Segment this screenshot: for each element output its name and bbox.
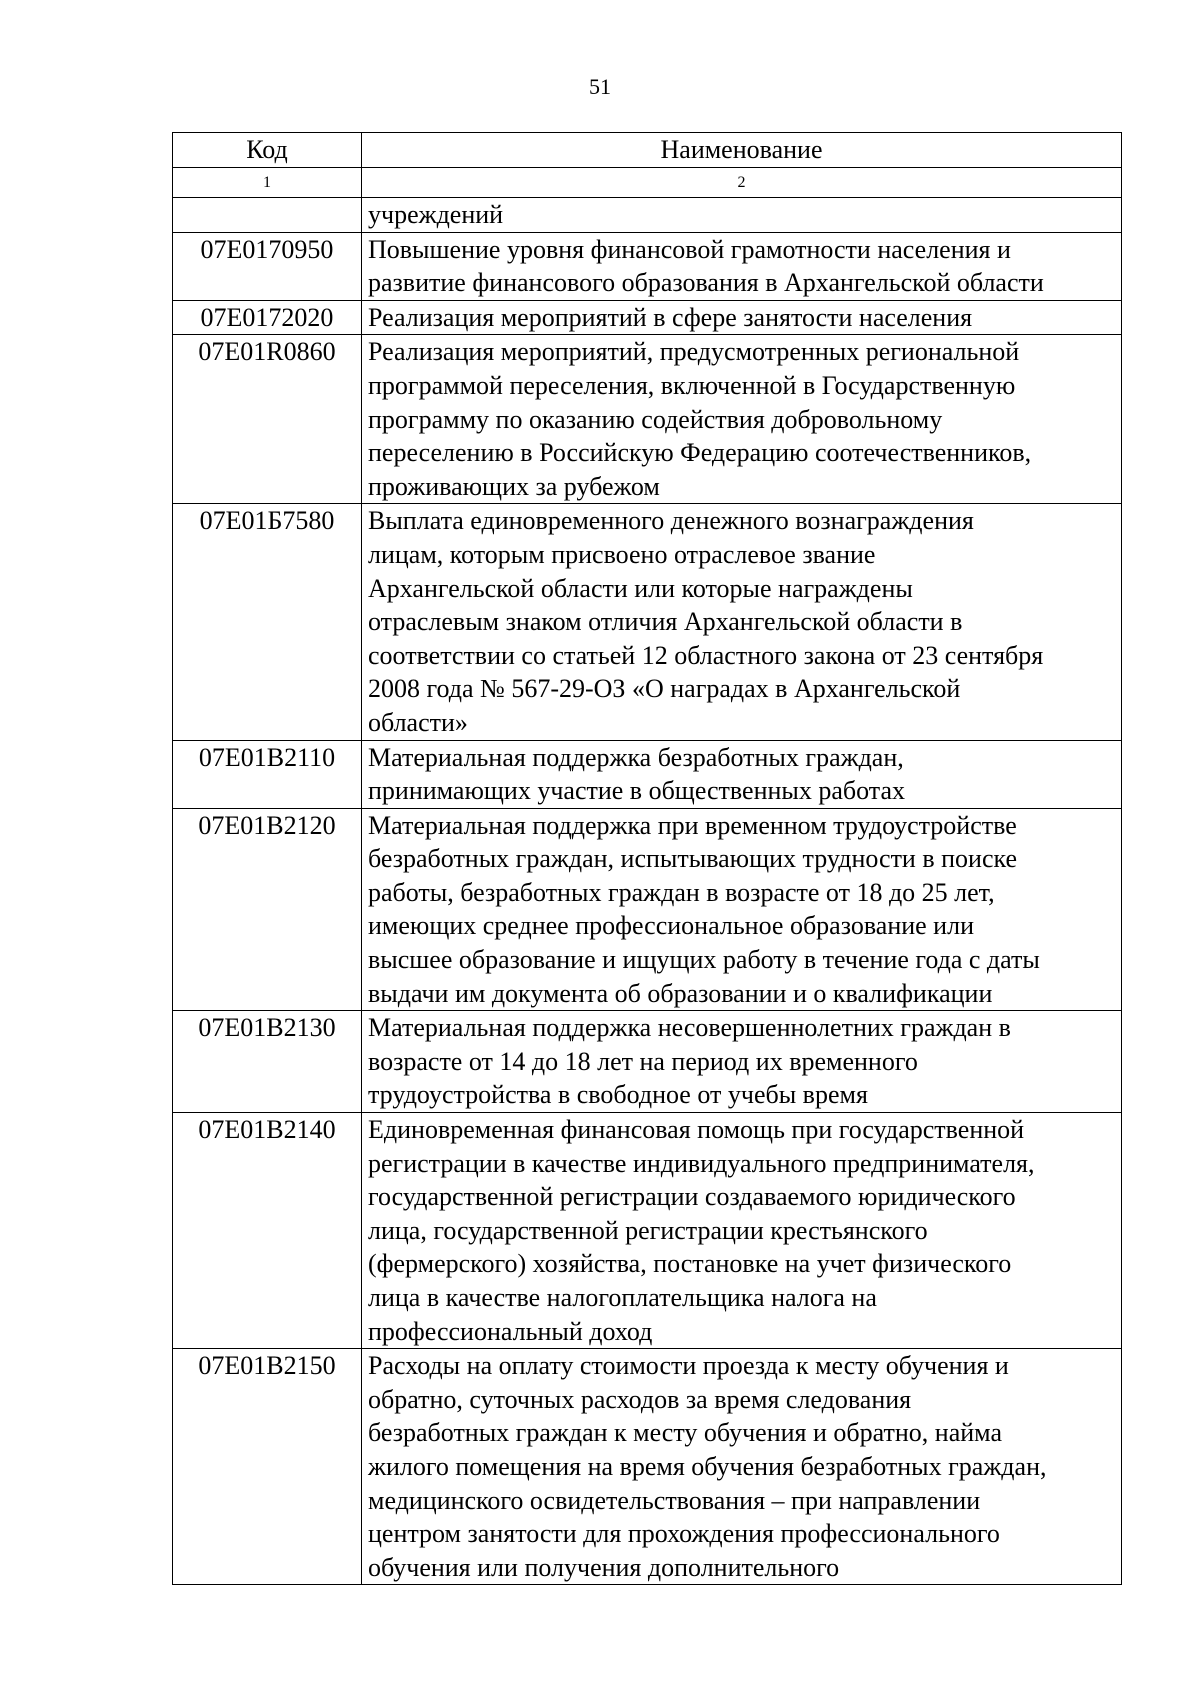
row-name-line: соответствии со статьей 12 областного закона от 23 сентября (368, 640, 1044, 670)
row-name-line: профессиональный доход (368, 1316, 653, 1346)
table-row (173, 198, 1122, 233)
table-row (173, 740, 1122, 808)
row-name-line: развитие финансового образования в Архангельской области (368, 268, 1044, 298)
row-name-line: программой переселения, включенной в Государственную (368, 370, 1016, 400)
column-number-row (173, 168, 1122, 198)
row-name-line: программу по оказанию содействия добровольному (368, 404, 943, 434)
row-name-line: медицинского освидетельствования – при направлении (368, 1485, 981, 1515)
row-name (362, 300, 1122, 335)
row-name-line: регистрации в качестве индивидуального предпринимателя, (368, 1148, 1035, 1178)
row-name-line: имеющих среднее профессиональное образование или (368, 911, 974, 941)
row-code (173, 198, 362, 233)
table-row (173, 808, 1122, 1011)
row-code: 07Е01В2140 (173, 1113, 362, 1349)
row-name-line: Единовременная финансовая помощь при государственной (368, 1115, 1025, 1145)
row-name-line: центром занятости для прохождения профессионального (368, 1519, 1000, 1549)
row-name-line: трудоустройства в свободное от учебы время (368, 1080, 868, 1110)
row-name-line: (фермерского) хозяйства, постановке на учет физического (368, 1249, 1012, 1279)
row-name (362, 808, 1122, 1011)
header-name: Наименование (362, 133, 1122, 168)
row-name-line: отраслевым знаком отличия Архангельской области в (368, 607, 963, 637)
table-row (173, 300, 1122, 335)
column-number-2: 2 (362, 168, 1122, 198)
row-code: 07Е01Б7580 (173, 504, 362, 740)
row-code: 07Е01В2110 (173, 740, 362, 808)
row-name-line: Расходы на оплату стоимости проезда к месту обучения и (368, 1351, 1009, 1381)
table-body (173, 198, 1122, 1585)
row-name-line: 2008 года № 567-29-ОЗ «О наградах в Архангельской (368, 674, 961, 704)
row-code: 07Е01В2150 (173, 1349, 362, 1585)
row-name (362, 1113, 1122, 1349)
row-name-line: возрасте от 14 до 18 лет на период их временного (368, 1046, 918, 1076)
row-name-line: Реализация мероприятий в сфере занятости населения (368, 302, 973, 332)
row-name-line: принимающих участие в общественных работах (368, 776, 906, 806)
column-number-1: 1 (173, 168, 362, 198)
table-row (173, 1011, 1122, 1113)
table-row (173, 1349, 1122, 1585)
row-code: 07Е0170950 (173, 232, 362, 300)
row-name (362, 198, 1122, 233)
table-row (173, 232, 1122, 300)
row-name-line: учреждений (368, 200, 504, 229)
page-number: 51 (589, 74, 611, 99)
row-name (362, 740, 1122, 808)
row-name-line: проживающих за рубежом (368, 471, 660, 501)
row-code: 07Е01В2120 (173, 808, 362, 1011)
classification-table (172, 132, 1122, 1585)
row-name-line: Материальная поддержка несовершеннолетних граждан в (368, 1013, 1011, 1043)
row-name-line: лицам, которым присвоено отраслевое звание (368, 539, 876, 569)
row-name-line: высшее образование и ищущих работу в течение года с даты (368, 945, 1040, 975)
row-name-line: области» (368, 707, 468, 737)
row-name-line: переселению в Российскую Федерацию соотечественников, (368, 438, 1032, 468)
row-name-line: лица в качестве налогоплательщика налога на (368, 1283, 877, 1312)
row-name (362, 1011, 1122, 1113)
table-header-row (173, 133, 1122, 168)
row-name (362, 232, 1122, 300)
table-row (173, 504, 1122, 740)
row-name-line: государственной регистрации создаваемого юридического (368, 1182, 1016, 1212)
header-code: Код (173, 133, 362, 168)
row-name-line: Повышение уровня финансовой грамотности населения и (368, 234, 1011, 264)
row-name-line: безработных граждан к месту обучения и обратно, найма (368, 1418, 1002, 1448)
row-name-line: Материальная поддержка безработных граждан, (368, 742, 904, 772)
row-name-line: выдачи им документа об образовании и о квалификации (368, 978, 993, 1008)
row-name-line: лица, государственной регистрации крестьянского (368, 1215, 928, 1245)
row-name (362, 1349, 1122, 1585)
row-code: 07Е0172020 (173, 300, 362, 335)
row-name-line: обучения или получения дополнительного (368, 1552, 840, 1582)
row-name-line: Материальная поддержка при временном трудоустройстве (368, 810, 1017, 840)
row-name-line: жилого помещения на время обучения безработных граждан, (368, 1451, 1047, 1481)
row-name (362, 335, 1122, 504)
row-name-line: Архангельской области или которые награждены (368, 573, 913, 603)
table-row (173, 335, 1122, 504)
table-row (173, 1113, 1122, 1349)
row-name (362, 504, 1122, 740)
row-name-line: безработных граждан, испытывающих трудности в поиске (368, 844, 1018, 874)
row-name-line: обратно, суточных расходов за время следования (368, 1384, 912, 1414)
row-name-line: Реализация мероприятий, предусмотренных региональной (368, 337, 1020, 367)
row-name-line: Выплата единовременного денежного вознаграждения (368, 506, 974, 536)
row-code: 07Е01В2130 (173, 1011, 362, 1113)
row-code: 07Е01R0860 (173, 335, 362, 504)
row-name-line: работы, безработных граждан в возрасте от 18 до 25 лет, (368, 877, 995, 907)
